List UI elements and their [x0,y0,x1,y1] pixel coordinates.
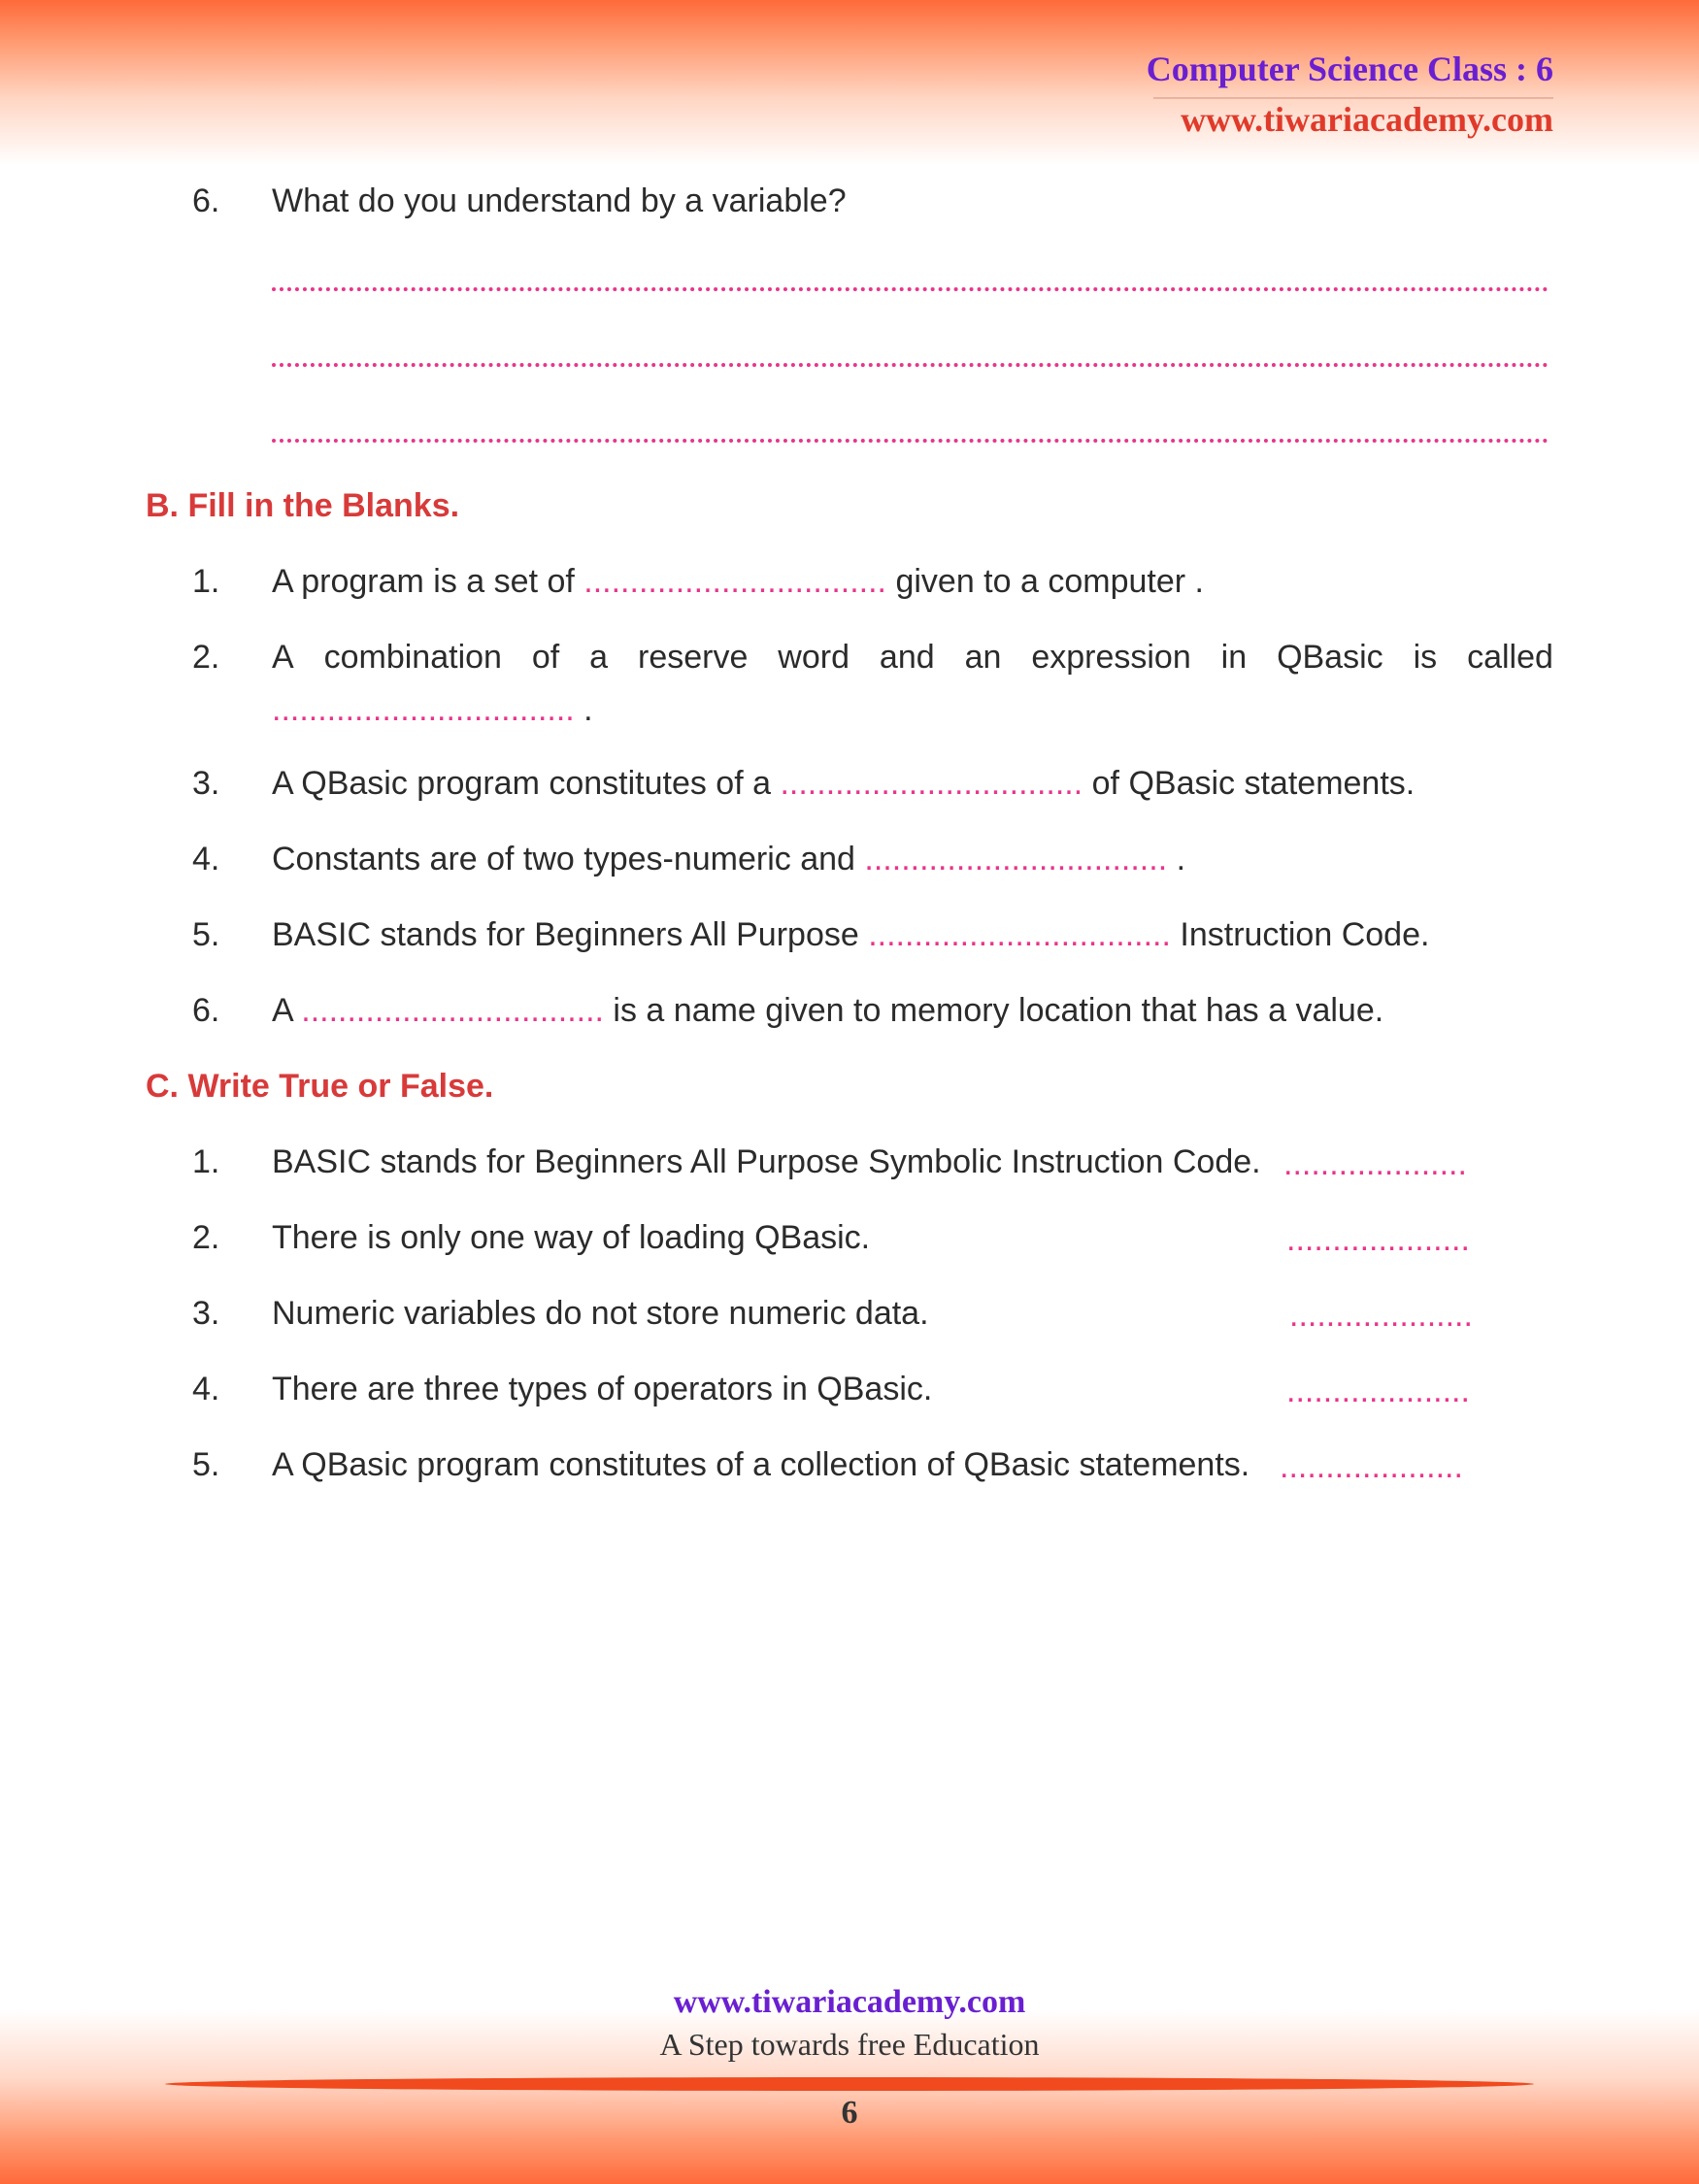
item-text: BASIC stands for Beginners All Purpose [272,916,869,953]
answer-line [272,287,1549,291]
list-item-number: 1. [192,1143,220,1180]
section-c-title: C. Write True or False. [146,1068,494,1105]
blank-dots: ................................. [864,841,1168,877]
item-word: of [531,639,560,676]
list-item [272,563,1204,601]
item-word: an [964,639,1002,676]
list-item-text: A QBasic program constitutes of a collection of QBasic statements. [272,1446,1250,1483]
list-item-number: 2. [192,1219,220,1256]
header-url[interactable]: www.tiwariacademy.com [1181,100,1553,139]
footer-tagline: A Step towards free Education [659,2027,1040,2062]
item-text: Instruction Code. [1170,916,1430,953]
item-text: . [574,691,593,728]
list-item-text: There are three types of operators in QBasic. [272,1371,933,1407]
page-number: 6 [841,2095,858,2131]
blank-dots: ................................. [583,563,886,600]
list-item-number: 5. [192,1446,220,1483]
answer-blank: .................... [1286,1221,1470,1258]
list-item-text: Numeric variables do not store numeric data. [272,1295,929,1332]
list-item [272,916,1429,954]
list-item-number: 4. [192,1371,220,1407]
header-title: Computer Science Class : 6 [1146,50,1553,88]
list-item-number: 3. [192,765,220,802]
item-text: . [1167,841,1186,877]
list-item [272,765,1415,803]
section-b-title: B. Fill in the Blanks. [146,487,460,524]
item-text: A program is a set of [272,563,584,600]
list-item [272,841,1185,878]
list-item-number: 3. [192,1295,220,1332]
item-text: Constants are of two types-numeric and [272,841,865,877]
item-word: expression [1031,639,1191,676]
item-word: combination [323,639,502,676]
list-item-text: There is only one way of loading QBasic. [272,1219,871,1256]
item-word: and [879,639,935,676]
question-number: 6. [192,182,220,219]
answer-line [272,363,1549,367]
item-word: called [1467,639,1553,676]
item-text: of QBasic statements. [1083,765,1416,802]
item-text: A [272,992,302,1029]
item-word: reserve [638,639,749,676]
item-word: in [1220,639,1248,676]
list-item-number: 5. [192,916,220,953]
answer-blank: .................... [1280,1448,1463,1485]
answer-blank: .................... [1289,1297,1473,1334]
answer-blank: .................... [1286,1373,1470,1409]
footer-divider [165,2077,1534,2091]
list-item-number: 4. [192,841,220,877]
list-item [272,639,1553,677]
item-word: word [778,639,850,676]
list-item-number: 1. [192,563,220,600]
blank-dots: ................................. [272,691,575,728]
list-item-number: 2. [192,639,220,676]
item-text: given to a computer . [886,563,1204,600]
blank-dots: ................................. [868,916,1171,953]
answer-blank: .................... [1283,1145,1467,1182]
list-item-number: 6. [192,992,220,1029]
item-text: is a name given to memory location that has a value. [603,992,1384,1029]
item-word: is [1413,639,1438,676]
answer-line [272,439,1549,443]
item-text: A QBasic program constitutes of a [272,765,781,802]
question-text: What do you understand by a variable? [272,182,847,219]
item-word: A [272,639,294,676]
list-item-continuation [272,691,593,729]
blank-dots: ................................. [780,765,1083,802]
footer-url[interactable]: www.tiwariacademy.com [673,1984,1026,2020]
blank-dots: ................................. [301,992,604,1029]
item-word: QBasic [1277,639,1383,676]
list-item [272,992,1383,1030]
list-item-text: BASIC stands for Beginners All Purpose Symbolic Instruction Code. [272,1143,1261,1180]
item-word: a [589,639,609,676]
